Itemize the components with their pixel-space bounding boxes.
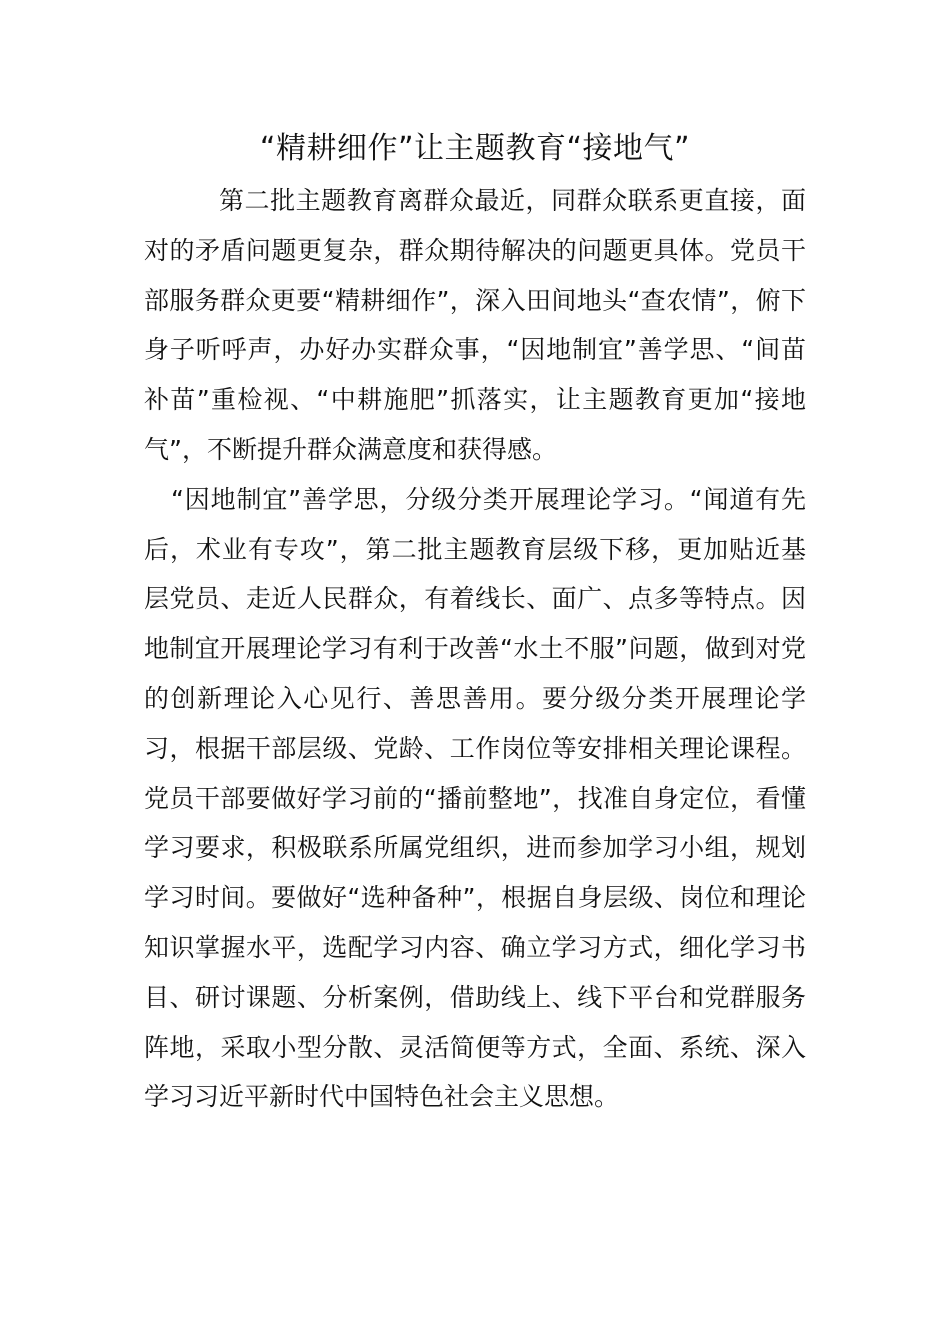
paragraph-intro: 第二批主题教育离群众最近，同群众联系更直接，面对的矛盾问题更复杂，群众期待解决的问题更具体。党员干部服务群众更要“精耕细作”，深入田间地头“查农情”，俯下身子听呼声，办好办实群众事，“因地制宜”善学思、“间苗补苗”重检视、“中耕施肥”抓落实，让主题教育更加“接地气”，不断提升群众满意度和获得感。 <box>144 186 806 464</box>
document-body <box>144 176 806 1122</box>
document-title: “精耕细作”让主题教育“接地气” <box>259 131 691 166</box>
paragraph-study: “因地制宜”善学思，分级分类开展理论学习。“闻道有先后，术业有专攻”，第二批主题教育层级下移，更加贴近基层党员、走近人民群众，有着线长、面广、点多等特点。因地制宜开展理论学习有利于改善“水土不服”问题，做到对党的创新理论入心见行、善思善用。要分级分类开展理论学习，根据干部层级、党龄、工作岗位等安排相关理论课程。党员干部要做好学习前的“播前整地”，找准自身定位，看懂学习要求，积极联系所属党组织，进而参加学习小组，规划学习时间。要做好“选种备种”，根据自身层级、岗位和理论知识掌握水平，选配学习内容、确立学习方式，细化学习书目、研讨课题、分析案例，借助线上、线下平台和党群服务阵地，采取小型分散、灵活简便等方式，全面、系统、深入学习习近平新时代中国特色社会主义思想。 <box>144 484 806 1112</box>
